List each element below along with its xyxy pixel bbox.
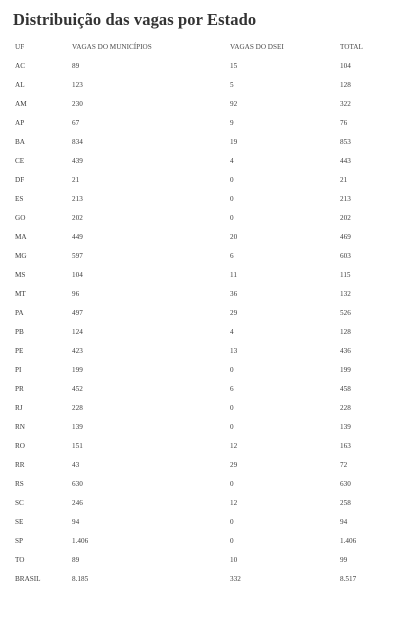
cell-municipal-vacancies: 597 <box>72 251 83 260</box>
cell-municipal-vacancies: 89 <box>72 555 80 564</box>
cell-municipal-vacancies: 213 <box>72 194 83 203</box>
cell-dsei-vacancies: 0 <box>230 479 234 488</box>
cell-municipal-vacancies: 8.185 <box>72 574 89 583</box>
cell-total: 21 <box>340 175 348 184</box>
cell-uf: AM <box>15 99 27 108</box>
cell-total: 436 <box>340 346 351 355</box>
cell-uf: PB <box>15 327 24 336</box>
cell-dsei-vacancies: 9 <box>230 118 234 127</box>
cell-municipal-vacancies: 1.406 <box>72 536 89 545</box>
header-uf: UF <box>15 42 25 51</box>
cell-municipal-vacancies: 43 <box>72 460 80 469</box>
cell-total: 526 <box>340 308 351 317</box>
cell-uf: MS <box>15 270 26 279</box>
cell-total: 8.517 <box>340 574 357 583</box>
cell-dsei-vacancies: 13 <box>230 346 238 355</box>
cell-dsei-vacancies: 29 <box>230 460 238 469</box>
cell-dsei-vacancies: 15 <box>230 61 238 70</box>
cell-total: 94 <box>340 517 348 526</box>
cell-municipal-vacancies: 834 <box>72 137 83 146</box>
cell-total: 630 <box>340 479 351 488</box>
cell-uf: AL <box>15 80 25 89</box>
cell-dsei-vacancies: 12 <box>230 498 238 507</box>
cell-total: 99 <box>340 555 348 564</box>
cell-dsei-vacancies: 29 <box>230 308 238 317</box>
cell-total: 128 <box>340 327 351 336</box>
cell-dsei-vacancies: 36 <box>230 289 238 298</box>
cell-total: 322 <box>340 99 351 108</box>
cell-dsei-vacancies: 0 <box>230 175 234 184</box>
cell-municipal-vacancies: 246 <box>72 498 83 507</box>
cell-total: 213 <box>340 194 351 203</box>
cell-dsei-vacancies: 92 <box>230 99 238 108</box>
cell-uf: ES <box>15 194 24 203</box>
cell-municipal-vacancies: 199 <box>72 365 83 374</box>
cell-uf: SC <box>15 498 24 507</box>
table-row <box>15 208 395 227</box>
cell-dsei-vacancies: 332 <box>230 574 241 583</box>
table-row <box>15 189 395 208</box>
cell-uf: RJ <box>15 403 23 412</box>
cell-dsei-vacancies: 6 <box>230 251 234 260</box>
table-row <box>15 398 395 417</box>
cell-municipal-vacancies: 439 <box>72 156 83 165</box>
cell-uf: SP <box>15 536 23 545</box>
table-row <box>15 493 395 512</box>
cell-total: 258 <box>340 498 351 507</box>
cell-uf: GO <box>15 213 26 222</box>
table-row <box>15 303 395 322</box>
cell-total: 199 <box>340 365 351 374</box>
cell-dsei-vacancies: 5 <box>230 80 234 89</box>
cell-dsei-vacancies: 0 <box>230 403 234 412</box>
cell-municipal-vacancies: 89 <box>72 61 80 70</box>
cell-total: 104 <box>340 61 351 70</box>
cell-total: 128 <box>340 80 351 89</box>
table-header <box>15 37 395 56</box>
cell-municipal-vacancies: 151 <box>72 441 83 450</box>
cell-dsei-vacancies: 0 <box>230 194 234 203</box>
cell-uf: RR <box>15 460 25 469</box>
cell-uf: PA <box>15 308 24 317</box>
cell-municipal-vacancies: 94 <box>72 517 80 526</box>
table-row <box>15 284 395 303</box>
cell-uf: PR <box>15 384 24 393</box>
table-row <box>15 132 395 151</box>
table-row <box>15 436 395 455</box>
cell-uf: AP <box>15 118 25 127</box>
cell-dsei-vacancies: 6 <box>230 384 234 393</box>
table-row <box>15 246 395 265</box>
cell-uf: PE <box>15 346 24 355</box>
cell-uf: MG <box>15 251 27 260</box>
cell-municipal-vacancies: 123 <box>72 80 83 89</box>
cell-total: 76 <box>340 118 348 127</box>
cell-municipal-vacancies: 230 <box>72 99 83 108</box>
cell-municipal-vacancies: 202 <box>72 213 83 222</box>
cell-municipal-vacancies: 96 <box>72 289 80 298</box>
table-row <box>15 379 395 398</box>
page-title: Distribuição das vagas por Estado <box>13 10 257 29</box>
cell-uf: MA <box>15 232 27 241</box>
header-dsei-vacancies: VAGAS DO DSEI <box>230 42 284 51</box>
table-row <box>15 550 395 569</box>
cell-dsei-vacancies: 0 <box>230 422 234 431</box>
cell-total: 458 <box>340 384 351 393</box>
table-row <box>15 170 395 189</box>
cell-total: 469 <box>340 232 351 241</box>
cell-uf: AC <box>15 61 25 70</box>
table-row <box>15 56 395 75</box>
cell-uf: DF <box>15 175 25 184</box>
table-row <box>15 227 395 246</box>
cell-dsei-vacancies: 4 <box>230 327 234 336</box>
table-row <box>15 417 395 436</box>
cell-total: 603 <box>340 251 351 260</box>
table-row <box>15 113 395 132</box>
cell-uf: RN <box>15 422 25 431</box>
cell-total: 853 <box>340 137 351 146</box>
cell-municipal-vacancies: 139 <box>72 422 83 431</box>
table-body <box>15 56 395 588</box>
table-row <box>15 75 395 94</box>
table-row <box>15 94 395 113</box>
cell-total: 72 <box>340 460 348 469</box>
cell-dsei-vacancies: 10 <box>230 555 238 564</box>
cell-uf: PI <box>15 365 22 374</box>
cell-dsei-vacancies: 0 <box>230 213 234 222</box>
cell-municipal-vacancies: 104 <box>72 270 83 279</box>
cell-total: 228 <box>340 403 351 412</box>
cell-total: 132 <box>340 289 351 298</box>
cell-total: 1.406 <box>340 536 357 545</box>
cell-dsei-vacancies: 12 <box>230 441 238 450</box>
header-municipal-vacancies: VAGAS DO MUNICÍPIOS <box>72 42 152 51</box>
header-row <box>15 37 395 56</box>
cell-total: 443 <box>340 156 351 165</box>
table-row <box>15 569 395 588</box>
cell-total: 139 <box>340 422 351 431</box>
table-row <box>15 322 395 341</box>
cell-municipal-vacancies: 124 <box>72 327 83 336</box>
table-row <box>15 341 395 360</box>
cell-uf: RO <box>15 441 25 450</box>
cell-total: 163 <box>340 441 351 450</box>
table-row <box>15 360 395 379</box>
cell-uf: SE <box>15 517 24 526</box>
table-row <box>15 151 395 170</box>
cell-total: 115 <box>340 270 351 279</box>
cell-municipal-vacancies: 452 <box>72 384 83 393</box>
cell-dsei-vacancies: 19 <box>230 137 238 146</box>
cell-uf: BRASIL <box>15 574 41 583</box>
cell-dsei-vacancies: 0 <box>230 365 234 374</box>
cell-municipal-vacancies: 449 <box>72 232 83 241</box>
cell-uf: MT <box>15 289 26 298</box>
cell-uf: CE <box>15 156 25 165</box>
cell-uf: BA <box>15 137 25 146</box>
cell-dsei-vacancies: 0 <box>230 517 234 526</box>
cell-municipal-vacancies: 228 <box>72 403 83 412</box>
table-row <box>15 455 395 474</box>
cell-municipal-vacancies: 21 <box>72 175 80 184</box>
table-row <box>15 265 395 284</box>
cell-municipal-vacancies: 67 <box>72 118 80 127</box>
cell-dsei-vacancies: 11 <box>230 270 237 279</box>
cell-dsei-vacancies: 4 <box>230 156 234 165</box>
cell-municipal-vacancies: 630 <box>72 479 83 488</box>
cell-municipal-vacancies: 497 <box>72 308 83 317</box>
cell-dsei-vacancies: 0 <box>230 536 234 545</box>
cell-uf: TO <box>15 555 25 564</box>
vacancies-table <box>15 37 395 588</box>
cell-municipal-vacancies: 423 <box>72 346 83 355</box>
cell-total: 202 <box>340 213 351 222</box>
table-row <box>15 512 395 531</box>
cell-uf: RS <box>15 479 24 488</box>
table-row <box>15 474 395 493</box>
cell-dsei-vacancies: 20 <box>230 232 238 241</box>
header-total: TOTAL <box>340 42 363 51</box>
table-row <box>15 531 395 550</box>
